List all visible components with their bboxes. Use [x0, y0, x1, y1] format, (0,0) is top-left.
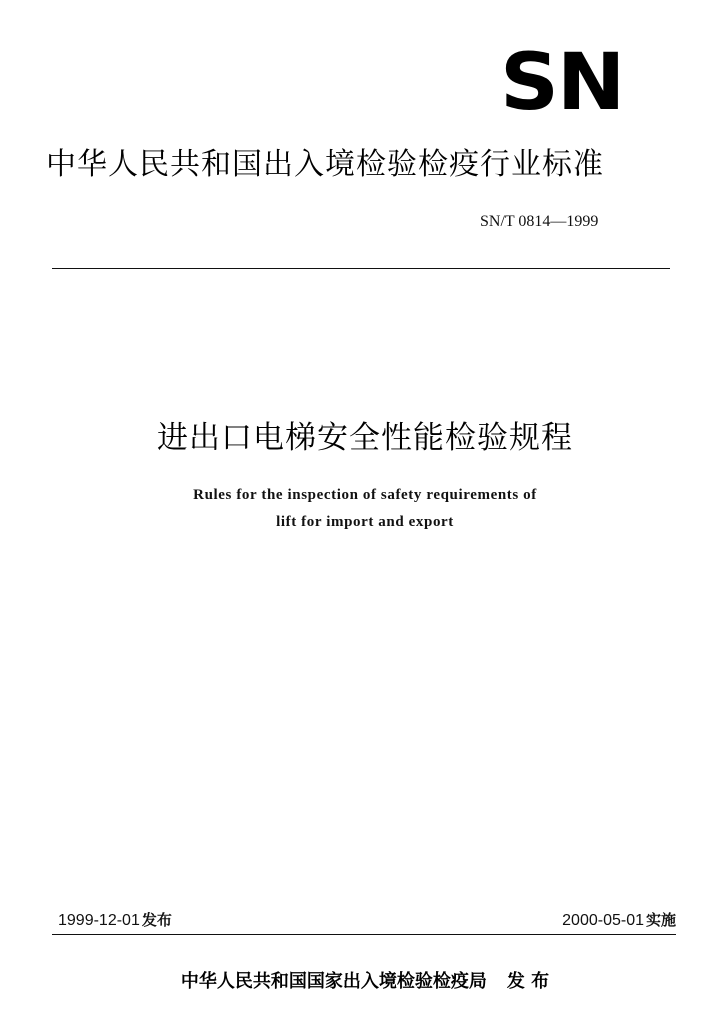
publisher-line [0, 969, 702, 995]
issue-date-block [58, 909, 172, 932]
issue-label: 发布 [141, 911, 172, 929]
document-title-english-line1: Rules for the inspection of safety requirements of [193, 487, 537, 503]
standard-category-title: 中华人民共和国出入境检验检疫行业标准 [46, 147, 604, 182]
bottom-divider [52, 934, 676, 935]
issue-date: 1999-12-01 [58, 912, 140, 929]
top-divider [52, 268, 670, 269]
effective-label: 实施 [645, 911, 676, 929]
document-title-english-line2: lift for import and export [276, 514, 454, 530]
document-title-chinese: 进出口电梯安全性能检验规程 [157, 420, 573, 456]
publish-label: 发 布 [506, 971, 550, 992]
effective-date: 2000-05-01 [562, 912, 644, 929]
publisher-name: 中华人民共和国国家出入境检验检疫局 [180, 971, 487, 992]
effective-date-block [562, 909, 676, 932]
sn-logo: SN [500, 38, 624, 128]
standard-code: SN/T 0814—1999 [480, 213, 599, 230]
